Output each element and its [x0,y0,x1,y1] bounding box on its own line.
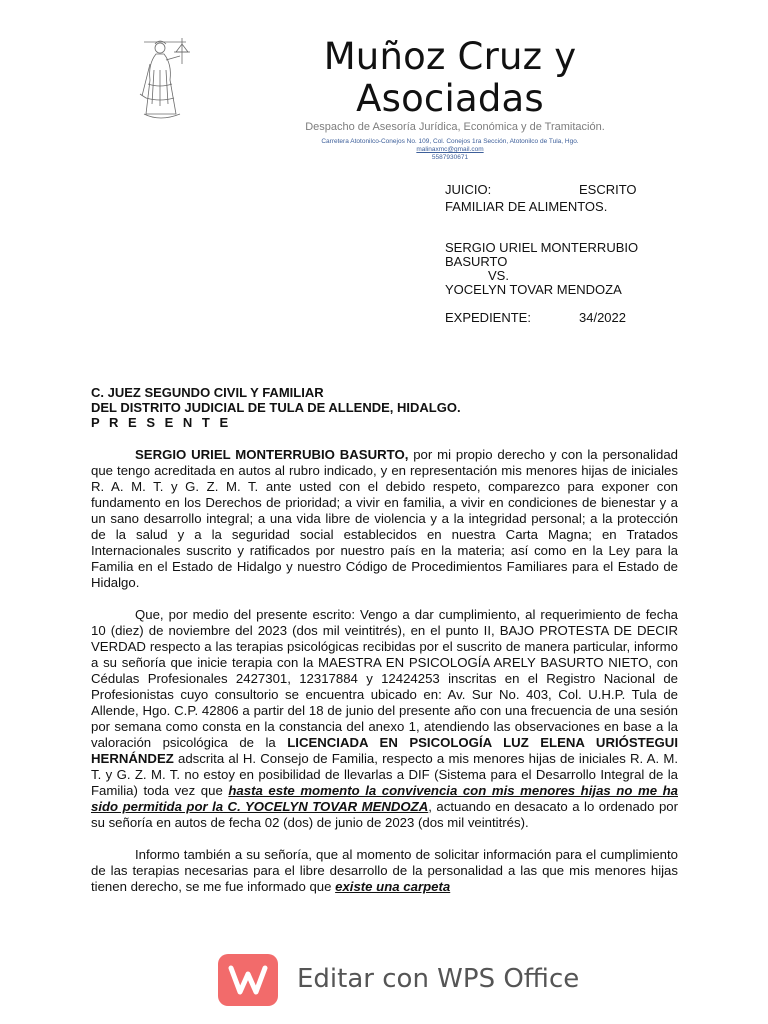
paragraph-2-text-a: Que, por medio del presente escrito: Vengo a dar cumplimiento, al requerimiento de fecha 10 (diez) de noviembre del 2023 (dos mil veintitrés), en el punto II, BAJO PROTESTA DE DECIR VERDAD respecto a las terapias psicológicas recibidas por el suscrito de manera particular, informo a su señoría que inicie terapia con la MAESTRA EN PSICOLOGÍA ARELY BASURTO NIETO, con Cédulas Profesionales 2427301, 12317884 y 12424253 inscritas en el Registro Nacional de Profesionistas cuyo consultorio se encuentra ubicado en: Av. Sur No. 403, Col. U.H.P. Tula de Allende, Hgo. C.P. 42806 a partir del 18 de junio del presente año con una frecuencia de una sesión por semana como consta en la constancia del anexo 1, atendiendo las observaciones en base a la valoración psicológica de la [91,607,678,750]
expediente-label: EXPEDIENTE: [445,310,531,325]
wps-edit-banner[interactable] [0,944,768,1024]
case-juicio [445,183,637,197]
firm-name [268,36,632,120]
firm-subtitle: Despacho de Asesoría Jurídica, Económica y de Tramitación. [305,121,605,133]
wps-edit-label[interactable]: Editar con WPS Office [297,964,580,994]
firm-email-link[interactable]: malinaxmc@gmail.com [416,146,484,153]
expediente-value: 34/2022 [579,310,626,325]
versus-label: VS. [488,268,509,283]
wps-office-icon[interactable] [218,954,278,1006]
addressee-line2: DEL DISTRITO JUDICIAL DE TULA DE ALLENDE, HIDALGO. [91,400,461,415]
paragraph-2 [91,607,678,831]
paragraph-1-name: SERGIO URIEL MONTERRUBIO BASURTO, [135,447,409,462]
paragraph-1 [91,447,678,591]
party-plaintiff: SERGIO URIEL MONTERRUBIO BASURTO [445,240,639,269]
paragraph-2-emphasis: hasta este momento la convivencia con mis menores hijas no me ha sido permitida por la C. YOCELYN TOVAR MENDOZA [91,783,678,814]
juicio-type: FAMILIAR DE ALIMENTOS. [445,199,608,214]
addressee-block [91,385,461,430]
addressee-presente: P R E S E N T E [91,415,232,430]
lady-justice-icon [126,34,198,126]
juicio-value: ESCRITO [579,182,637,197]
party-defendant: YOCELYN TOVAR MENDOZA [445,282,622,297]
firm-address: Carretera Atotonilco-Conejos No. 109, Col. Conejos 1ra Sección, Atotonilco de Tula, Hgo. [321,138,579,145]
juicio-label: JUICIO: [445,182,492,197]
firm-name-line2: Asociadas [356,77,544,120]
document-body [91,447,678,911]
paragraph-2-text-b: adscrita al H. Consejo de Familia, respecto a mis menores hijas de iniciales R. A. M. T. y G. Z. M. T. no estoy en posibilidad de llevarlas a DIF (Sistema para el Desarrollo Integral de la Familia) toda vez que [91,751,678,798]
firm-name-line1: Muñoz Cruz y [323,35,577,78]
firm-phone: 5587930671 [431,154,469,161]
case-expediente [445,311,626,325]
paragraph-2-bold: LICENCIADA EN PSICOLOGÍA LUZ ELENA URIÓSTEGUI HERNÁNDEZ [91,735,678,766]
paragraph-1-text: por mi propio derecho y con la personalidad que tengo acreditada en autos al rubro indicado, y en representación mis menores hijas de iniciales R. A. M. T. y G. Z. M. T. ante usted con el debido respeto, comparezco para exponer con fundamento en los Derechos de prioridad; a vivir en familia, a vivir en condiciones de bienestar y a un sano desarrollo integral; a una vida libre de violencia y a la integridad personal; a la protección de la salud y a la seguridad social establecidos en nuestra Carta Magna; en Tratados Internacionales suscrito y ratificados por nuestro país en la materia; así como en la Ley para la Familia en el Estado de Hidalgo y nuestro Código de Procedimientos Familiares para el Estado de Hidalgo. [91,447,678,590]
paragraph-3-text: Informo también a su señoría, que al momento de solicitar información para el cumplimiento de las terapias necesarias para el libre desarrollo de la personalidad a las que mis menores hijas tienen derecho, se me fue informado que [91,847,678,894]
addressee-line1: C. JUEZ SEGUNDO CIVIL Y FAMILIAR [91,385,324,400]
paragraph-2-text-c: , actuando en desacato a lo ordenado por su señoría en autos de fecha 02 (dos) de junio de 2023 (dos mil veintitrés). [91,799,678,830]
paragraph-3-emphasis: existe una carpeta [335,879,451,894]
paragraph-3 [91,847,678,895]
